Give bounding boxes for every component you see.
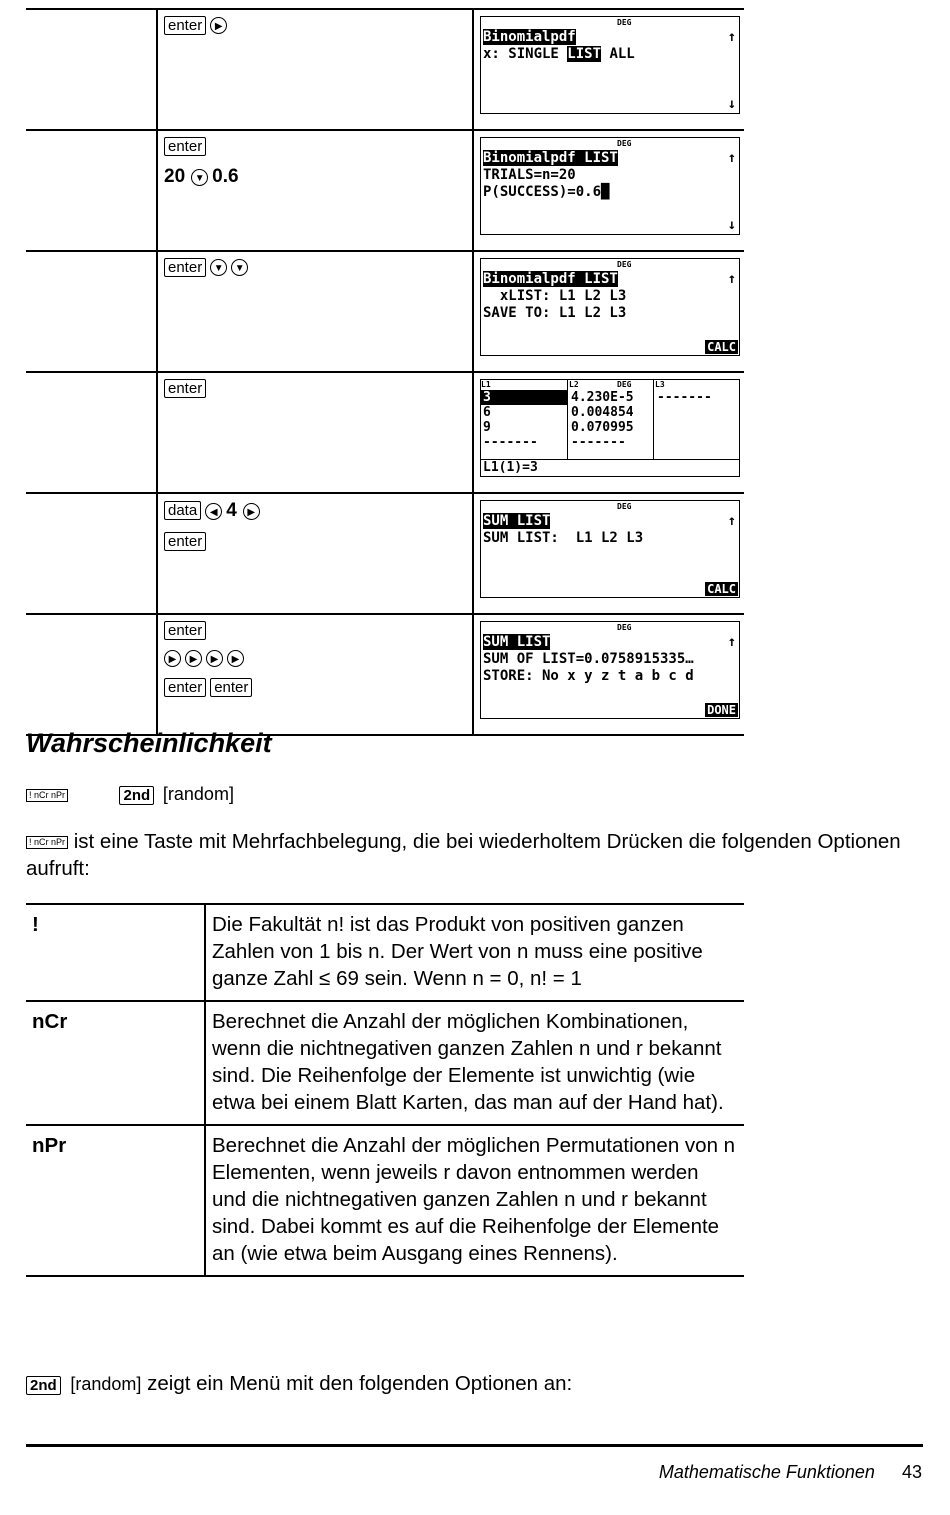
down-arrow-icon: ▼	[231, 259, 248, 276]
option-description: Berechnet die Anzahl der möglichen Permutationen von n Elementen, wenn jeweils r davon entnommen werden und die nichtnegativen ganzen Zahlen n und r bekannt sind. Dabei kommt es auf die Reihenfolge der Elemente an (wie etwa beim Ausgang eines Rennens).	[205, 1125, 744, 1276]
option-row	[26, 1125, 744, 1276]
factorial-key-icon: ! nCr nPr	[26, 836, 68, 849]
scroll-down-icon: ↓	[727, 96, 736, 112]
option-description: Die Fakultät n! ist das Produkt von positiven ganzen Zahlen von 1 bis n. Der Wert von n muss eine positive ganze Zahl ≤ 69 sein. Wenn n = 0, n! = 1	[205, 904, 744, 1001]
right-arrow-icon: ▶	[164, 650, 181, 667]
2nd-key: 2nd	[26, 1376, 61, 1395]
key-input-number: 0.6	[212, 166, 239, 187]
scroll-down-icon: ↓	[727, 217, 736, 233]
list-cell: 4.230E-5	[571, 390, 634, 405]
calculator-screen	[480, 258, 740, 356]
option-description: Berechnet die Anzahl der möglichen Kombinationen, wenn die nichtnegativen ganzen Zahlen n und r bekannt sind. Die Reihenfolge der Elemente ist unwichtig (wie etwa bei einem Blatt Karten, das man auf der Hand hat).	[205, 1001, 744, 1125]
step-row	[26, 130, 744, 251]
step-row	[26, 614, 744, 735]
screen-line: xLIST: L1 L2 L3	[483, 288, 627, 304]
scroll-up-icon: ↑	[727, 634, 736, 650]
deg-indicator: DEG	[617, 18, 632, 27]
enter-key: enter	[164, 678, 206, 697]
screen-line: x: SINGLE LIST ALL	[483, 46, 635, 62]
key-sequence	[26, 784, 234, 805]
left-arrow-icon: ◀	[205, 503, 222, 520]
list-cell: 6	[483, 405, 491, 420]
list-cell: 3	[481, 390, 567, 405]
option-name: nCr	[26, 1001, 205, 1125]
calc-softkey: CALC	[707, 340, 736, 354]
data-key: data	[164, 501, 201, 520]
options-table	[26, 903, 744, 1277]
screen-title: Binomialpdf LIST	[483, 271, 618, 287]
intro-paragraph	[26, 828, 936, 882]
enter-key: enter	[210, 678, 252, 697]
key-input-number: 4	[226, 500, 237, 521]
enter-key: enter	[164, 137, 206, 156]
deg-indicator: DEG	[617, 260, 632, 269]
step-row	[26, 372, 744, 493]
enter-key: enter	[164, 258, 206, 277]
deg-indicator: DEG	[617, 139, 632, 148]
enter-key: enter	[164, 16, 206, 35]
steps-table	[26, 8, 744, 736]
footer-title: Mathematische Funktionen	[658, 1462, 875, 1482]
right-arrow-icon: ▶	[206, 650, 223, 667]
screen-title: Binomialpdf LIST	[483, 150, 618, 166]
deg-indicator: DEG	[617, 623, 632, 632]
step-row	[26, 493, 744, 614]
scroll-up-icon: ↑	[727, 513, 736, 529]
right-arrow-icon: ▶	[243, 503, 260, 520]
right-arrow-icon: ▶	[185, 650, 202, 667]
deg-indicator: DEG	[617, 380, 632, 389]
page-number: 43	[901, 1462, 922, 1482]
list-column-l1	[481, 380, 568, 460]
list-column-l3	[655, 380, 739, 460]
random-key-label: [random]	[162, 784, 234, 804]
calculator-screen	[480, 16, 740, 114]
outro-text: zeigt ein Menü mit den folgenden Optionen an:	[147, 1372, 573, 1395]
screen-line: P(SUCCESS)=0.6█	[483, 184, 610, 200]
scroll-up-icon: ↑	[727, 271, 736, 287]
calculator-screen	[480, 621, 740, 719]
intro-text: ist eine Taste mit Mehrfachbelegung, die bei wiederholtem Drücken die folgenden Optionen aufruft:	[26, 830, 901, 880]
option-name: !	[26, 904, 205, 1001]
down-arrow-icon: ▼	[191, 169, 208, 186]
option-row	[26, 904, 744, 1001]
footer-rule	[26, 1444, 923, 1447]
list-cell: -------	[483, 435, 538, 450]
list-cell: 9	[483, 420, 491, 435]
list-footer: L1(1)=3	[481, 459, 739, 476]
right-arrow-icon: ▶	[227, 650, 244, 667]
page-footer	[659, 1462, 922, 1483]
step-row	[26, 251, 744, 372]
deg-indicator: DEG	[617, 502, 632, 511]
done-softkey: DONE	[707, 703, 736, 717]
enter-key: enter	[164, 532, 206, 551]
key-input-number: 20	[164, 166, 186, 187]
list-cell: -------	[657, 390, 712, 405]
column-header: L3	[655, 380, 665, 389]
screen-title: SUM LIST	[483, 513, 551, 529]
highlight-option: LIST	[567, 46, 602, 62]
option-name: nPr	[26, 1125, 205, 1276]
screen-line: TRIALS=n=20	[483, 167, 576, 183]
scroll-up-icon: ↑	[727, 29, 736, 45]
calculator-screen	[480, 500, 740, 598]
screen-line: SUM OF LIST=0.0758915335…	[483, 651, 694, 667]
column-header: L1	[481, 380, 491, 389]
outro-paragraph	[26, 1370, 926, 1398]
screen-line: SUM LIST: L1 L2 L3	[483, 530, 644, 546]
list-editor-screen	[480, 379, 740, 477]
random-key-label: [random]	[70, 1374, 142, 1394]
option-row	[26, 1001, 744, 1125]
scroll-up-icon: ↑	[727, 150, 736, 166]
enter-key: enter	[164, 379, 206, 398]
step-row	[26, 9, 744, 130]
list-cell: 0.070995	[571, 420, 634, 435]
screen-title: Binomialpdf	[483, 29, 576, 45]
2nd-key: 2nd	[119, 786, 154, 805]
calc-softkey: CALC	[707, 582, 736, 596]
right-arrow-icon: ▶	[210, 17, 227, 34]
list-column-l2	[569, 380, 654, 460]
factorial-key-icon: ! nCr nPr	[26, 789, 68, 802]
calculator-screen	[480, 137, 740, 235]
screen-line: STORE: No x y z t a b c d	[483, 668, 694, 684]
down-arrow-icon: ▼	[210, 259, 227, 276]
screen-title: SUM LIST	[483, 634, 551, 650]
list-cell: 0.004854	[571, 405, 634, 420]
list-cell: -------	[571, 435, 626, 450]
section-heading: Wahrscheinlichkeit	[26, 728, 272, 758]
enter-key: enter	[164, 621, 206, 640]
screen-line: SAVE TO: L1 L2 L3	[483, 305, 627, 321]
column-header: L2	[569, 380, 579, 389]
